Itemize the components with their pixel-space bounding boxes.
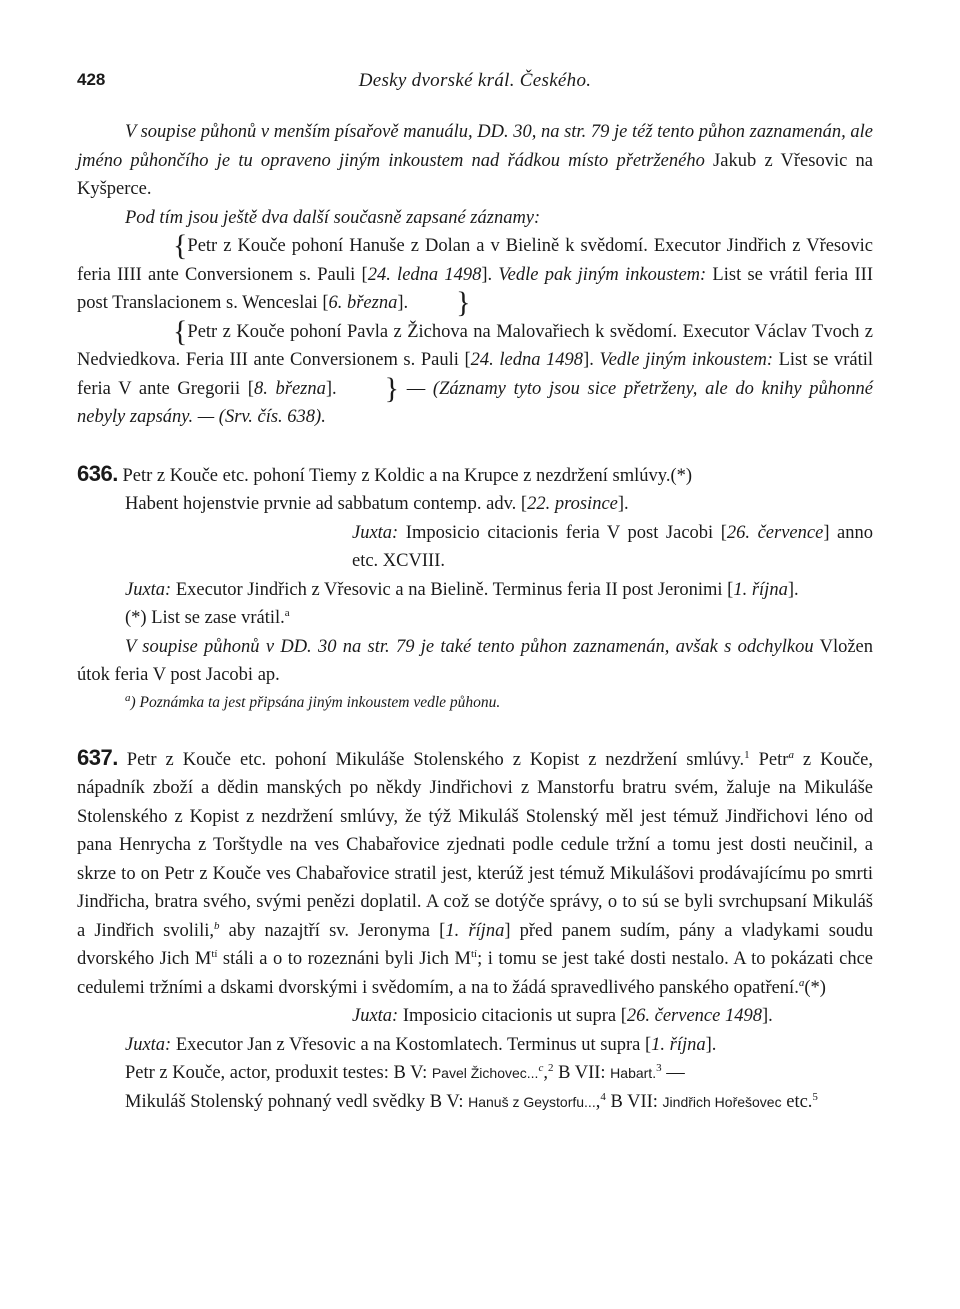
entry-636-soupis: V soupise půhonů v DD. 30 na str. 79 je také tento půhon zaznamenán, avšak s odchylkou Vložen útok feria V post Jacobi ap. <box>77 636 874 685</box>
running-title: Desky dvorské král. Českého. <box>358 70 592 91</box>
page-header <box>77 70 873 100</box>
entry-637-witnesses-actor: Petr z Kouče, actor, produxit testes: B V: Pavel Žichovec...$^c$,$^2$ B VII: Habart.$^3$ — <box>125 1061 685 1083</box>
entry-636-heading: 636. Petr z Kouče etc. pohoní Tiemy z Koldic a na Krupce z nezdržení smlúvy.(*) <box>77 460 693 486</box>
entry-637-juxta-2: Juxta: Executor Jan z Vřesovic a na Kostomlatech. Terminus ut supra [1. října]. <box>125 1034 717 1055</box>
entry-636-juxta-2: Juxta: Executor Jindřich z Vřesovic a na Bielině. Terminus feria II post Jeronimi [1. října]. <box>125 579 799 600</box>
entry-636 <box>77 460 873 716</box>
page-number: 428 <box>77 70 106 89</box>
entry-636-habent: Habent hojenstvie prvnie ad sabbatum contemp. adv. [22. prosince]. <box>125 494 629 514</box>
record-2: {Petr z Kouče pohoní Pavla z Žichova na Malovařiech k svědomí. Executor Václav Tvoch z Nedviedkova. Feria III ante Conversionem s. Pauli [24. ledna 1498]. Vedle jiným inkoustem: List se vrátil feria V ante Gregorii [8. března]. } — (Záznamy tyto jsou sice přetrženy, ale do knihy půhonné nebyly zapsány. — (Srv. čís. 638). <box>77 314 873 427</box>
intro-notes <box>77 118 873 432</box>
entry-636-note: (*) List se zase vrátil.$^a$ <box>125 606 290 628</box>
entry-637-witnesses-defendant: Mikuláš Stolenský pohnaný vedl svědky B V: Hanuš z Geystorfu...,$^4$ B VII: Jindřich Hořešovec etc.$^5$ <box>125 1090 818 1112</box>
document-page <box>77 70 873 1116</box>
record-1: {Petr z Kouče pohoní Hanuše z Dolan a v Bielině k svědomí. Executor Jindřich z Vřesovic feria IIII ante Conversionem s. Pauli [24. ledna 1498]. Vedle pak jiným inkoustem: List se vrátil feria III post Translacionem s. Wenceslai [6. března]. } <box>77 229 873 319</box>
entry-637 <box>77 744 873 1117</box>
intro-paragraph: V soupise půhonů v menším písařově manuálu, DD. 30, na str. 79 je též tento půhon zaznamenán, ale jméno půhončího je tu opraveno jiným inkoustem nad řádkou místo přetrženého Jakub z Vřesovic na Kyšperce. <box>77 122 873 199</box>
entry-number: 636. <box>77 460 118 486</box>
entry-637-juxta-1: Juxta: Imposicio citacionis ut supra [26. července 1498]. <box>352 1006 773 1026</box>
intro-records-lead: Pod tím jsou ještě dva další současně zapsané záznamy: <box>125 207 541 228</box>
entry-636-footnote: $^a$) Poznámka ta jest připsána jiným inkoustem vedle půhonu. <box>125 691 501 711</box>
entry-637-body: 637. Petr z Kouče etc. pohoní Mikuláše Stolenského z Kopist z nezdržení smlúvy.$^1$ Petr$^a$ z Kouče, nápadník zboží a dědin manských po někdy Jindřichovi z Manstorfu bratru svém, žaluje na Mikuláše Stolenského z Kopist z nezdržení smlúvy, že týž Mikuláš Stolenský měl jest témuž Jindřichovi léno od pana Henrycha z Torštydle na ves Chabařovice zjednati podle cedule tržní a tomu jest dosti neučinil, a skrze to on Petr z Kouče ves Chabařovice stratil jest, kterúž jest témuž Mikulášovi prodávajícímu po smrti Jindřicha, bratra svého, svými penězi doplatil. A což se dotýče správy, o to sú se byli svrchupsaní Mikuláš a Jindřich svolili,$^b$ aby nazajtří sv. Jeronyma [1. října] před panem sudím, pány a vladykami soudu dvorského Jich $M^{tí}$ stáli a o to rozeznáni byli Jich $M^{tí}$; i tomu se jest také dosti nestalo. A to pokázati chce cedulemi tržními a dskami dvorskými i svědomím, a na to žádá spravedlivého panského opatření.$^a$(*) <box>77 744 874 998</box>
entry-number: 637. <box>77 744 118 770</box>
entry-636-juxta-1: Juxta: Imposicio citacionis feria V post Jacobi [26. července] anno etc. XCVIII. <box>352 522 873 571</box>
